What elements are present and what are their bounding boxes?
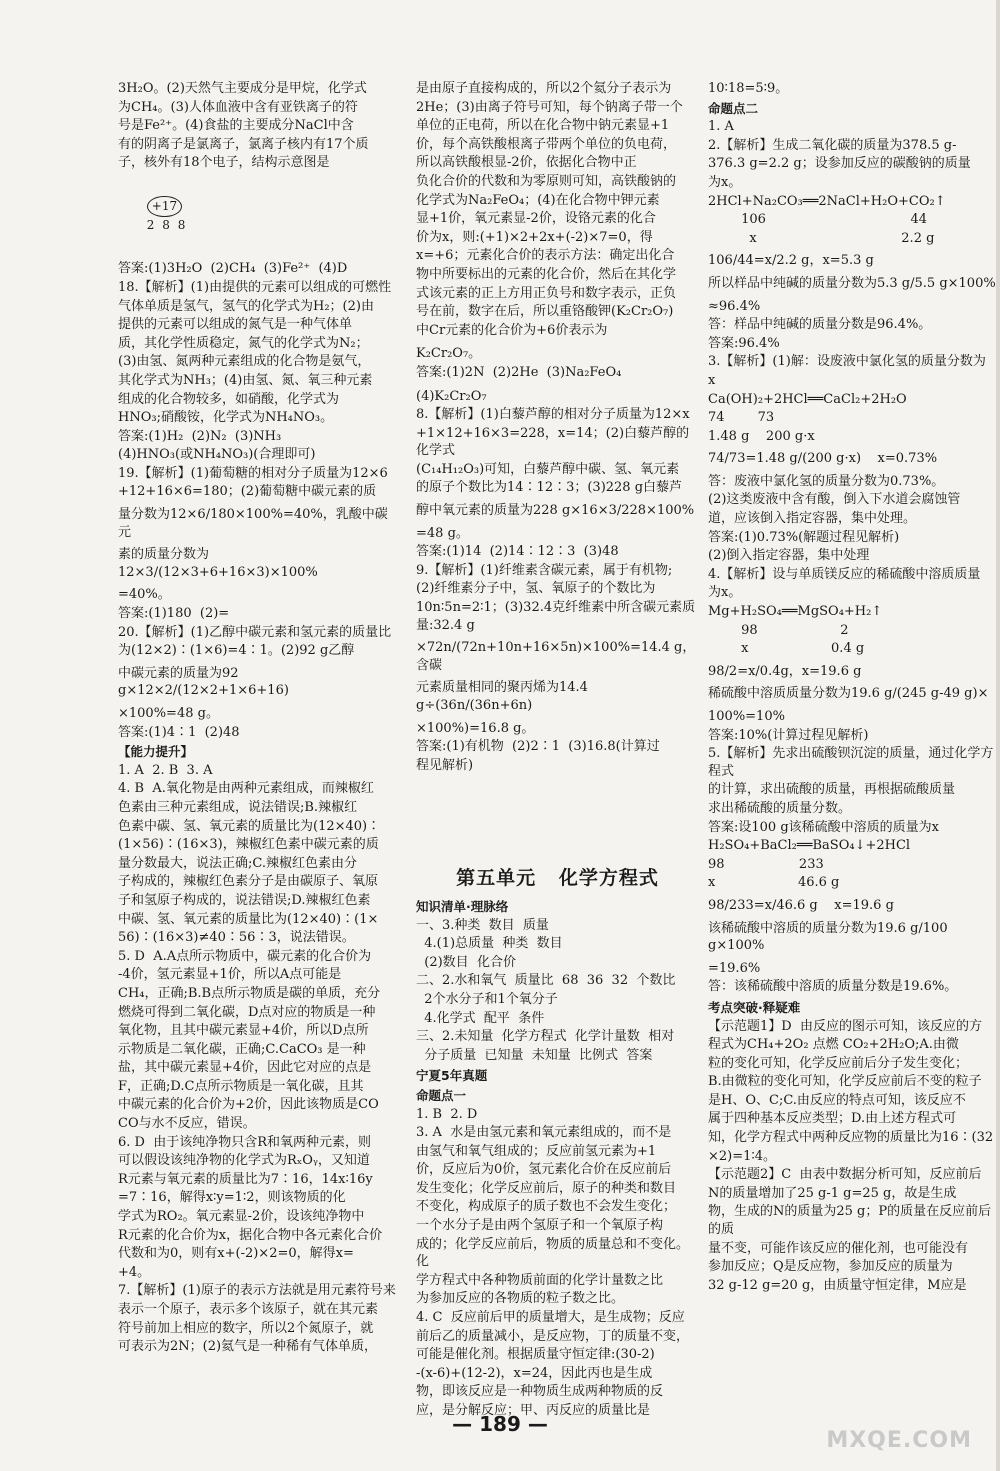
text-line: 负化合价的代数和为零原则可知，高铁酸钠的 bbox=[416, 173, 677, 189]
watermark-logo: MXQE.COM bbox=[826, 1428, 972, 1453]
text-line: (2)这类废液中含有酸，倒入下水道会腐蚀管 bbox=[708, 492, 961, 508]
answer-line: 答案:96.4% bbox=[708, 335, 780, 351]
text-line: 子，核外有18个电子，结构示意图是 bbox=[118, 155, 330, 171]
text-line: 显+1价，氧元素显-2价，设铬元素的化合 bbox=[416, 211, 656, 227]
text-line: =19.6% bbox=[708, 960, 761, 976]
text-line: 物，即该反应是一种物质生成两种物质的反 bbox=[416, 1384, 664, 1400]
text-line: 106/44=x/2.2 g，x=5.3 g bbox=[708, 253, 874, 269]
text-line: -4价，氢元素显+1价，所以A点可能是 bbox=[118, 967, 342, 983]
text-line: CH₄，正确;B.B点所示物质是碳的单质，充分 bbox=[118, 985, 381, 1001]
text-line: 7.【解析】(1)原子的表示方法就是用元素符号来 bbox=[118, 1283, 396, 1299]
text-line: 4. C 反应前后甲的质量增大，是生成物；反应 bbox=[416, 1310, 685, 1326]
text-line: 32 g-12 g=20 g，由质量守恒定律，M应是 bbox=[708, 1277, 967, 1293]
text-line: 是由原子直接构成的，所以2个氦分子表示为 bbox=[416, 81, 672, 96]
text-line: 18.【解析】(1)由提供的元素可以组成的可燃性 bbox=[118, 279, 392, 295]
text-line: 三、2.未知量 化学方程式 化学计量数 相对 bbox=[416, 1029, 675, 1045]
text-line: 10∶18=5∶9。 bbox=[708, 81, 789, 96]
text-line: 中碳元素的质量为92 g×12×2/(12×2+1×6+16) bbox=[118, 665, 289, 699]
middle-column bbox=[416, 80, 699, 1421]
text-line: =7∶16，解得x∶y=1∶2，则该物质的化 bbox=[118, 1190, 346, 1206]
text-line: 分子质量 已知量 未知量 比例式 答案 bbox=[416, 1047, 653, 1063]
text-line: 气体单质是氢气，氢气的化学式为H₂；(2)由 bbox=[118, 298, 374, 314]
text-line: R元素与氧元素的质量比为7∶16，14x∶16y bbox=[118, 1171, 373, 1187]
text-line: 应，是分解反应；甲、丙反应的质量比是 bbox=[416, 1403, 651, 1418]
text-line: 3. A 水是由氢元素和氧元素组成的，而不是 bbox=[416, 1125, 672, 1141]
text-line: 不变化，构成原子的质子数也不会发生变化； bbox=[416, 1199, 677, 1215]
unit-title: 第五单元 化学方程式 bbox=[456, 867, 659, 890]
text-line: 参加反应；Q是反应物，参加反应的质量为 bbox=[708, 1259, 953, 1275]
equation-line: 2HCl+Na₂CO₃══2NaCl+H₂O+CO₂↑ bbox=[708, 193, 946, 209]
text-line: 20.【解析】(1)乙醇中碳元素和氢元素的质量比 bbox=[118, 624, 392, 640]
text-line: HNO₃;硝酸铵，化学式为NH₄NO₃。 bbox=[118, 410, 334, 426]
answer-line: 答案:(1)3H₂O (2)CH₄ (3)Fe²⁺ (4)D bbox=[118, 261, 348, 277]
answer-line: (4)HNO₃(或NH₄NO₃)(合理即可) bbox=[118, 447, 316, 463]
text-line: 化学式为Na₂FeO₄；(4)在化合物中钾元素 bbox=[416, 192, 660, 208]
equation-line: x 0.4 g bbox=[708, 641, 865, 657]
section-heading: 考点突破·释疑难 bbox=[708, 999, 801, 1015]
text-line: 8.【解析】(1)白藜芦醇的相对分子质量为12×x bbox=[416, 407, 690, 423]
text-line: x bbox=[708, 372, 716, 388]
text-line: 3.【解析】(1)解：设废液中氯化氢的质量分数为 bbox=[708, 354, 986, 370]
text-line: 中碳元素的化合价为+2价，因此该物质是CO bbox=[118, 1097, 379, 1113]
text-line: -(x-6)+(12-2)，x=24，因此丙也是生成 bbox=[416, 1365, 653, 1381]
text-line: 中碳、氢、氧元素的质量比为(12×40)∶(1× bbox=[118, 911, 379, 927]
text-line: 2He；(3)由离子符号可知，每个钠离子带一个 bbox=[416, 99, 683, 115]
text-line: 56)∶(16×3)≠40∶56∶3，说法错误。 bbox=[118, 930, 355, 946]
text-line: 学方程式中各种物质前面的化学计量数之比 bbox=[416, 1272, 664, 1288]
answer-line: 答案:(1)4∶1 (2)48 bbox=[118, 724, 240, 740]
text-line: 质，其化学性质稳定，氮气的化学式为N₂； bbox=[118, 335, 369, 351]
text-line: (C₁₄H₁₂O₃)可知，白藜芦醇中碳、氢、氧元素 bbox=[416, 461, 680, 477]
text-line: 前后乙的质量减小，是反应物，丁的质量不变， bbox=[416, 1328, 690, 1344]
text-line: 色素中碳、氢、氧元素的质量比为(12×40)∶ bbox=[118, 818, 381, 834]
answer-line: 答案:设100 g该稀硫酸中溶质的质量为x bbox=[708, 819, 939, 835]
subsection-heading: 命题点二 bbox=[708, 100, 759, 116]
text-line: 6. D 由于该纯净物只含R和氧两种元素，则 bbox=[118, 1134, 372, 1150]
text-line: CO与水不反应，错误。 bbox=[118, 1116, 256, 1132]
text-line: (2)数目 化合价 bbox=[416, 954, 516, 970]
answer-line: 1. B 2. D bbox=[416, 1106, 478, 1122]
page-number: — 189 — bbox=[452, 1412, 548, 1436]
text-line: 4.【解析】设与单质镁反应的稀硫酸中溶质质量 bbox=[708, 566, 981, 582]
text-line: =48 g。 bbox=[416, 525, 469, 541]
text-line: +12+16×6=180；(2)葡萄糖中碳元素的质 bbox=[118, 484, 377, 500]
text-line: 氧化物，且其中碳元素显+4价，所以D点所 bbox=[118, 1023, 369, 1039]
text-line: 5. D A.A点所示物质中，碳元素的化合价为 bbox=[118, 948, 372, 964]
text-line: 所以高铁酸根显-2价，依据化合物中正 bbox=[416, 155, 637, 171]
text-line: 4.(1)总质量 种类 数目 bbox=[416, 936, 563, 952]
text-line: 2个水分子和1个氧分子 bbox=[416, 991, 558, 1007]
text-line: 所以样品中纯碱的质量分数为5.3 g/5.5 g×100% bbox=[708, 275, 996, 291]
text-line: 程式为CH₄+2O₂ 点燃 CO₂+2H₂O;A.由微 bbox=[708, 1037, 959, 1053]
text-line: (2)纤维素分子中，氢、氧原子的个数比为 bbox=[416, 581, 656, 597]
text-line: 粒的变化可知，化学反应前后分子发生变化； bbox=[708, 1055, 969, 1071]
text-line: 子构成的，辣椒红色素分子是由碳原子、氧原 bbox=[118, 874, 379, 890]
answer-line: (4)K₂Cr₂O₇ bbox=[416, 388, 487, 404]
page-edge-divider bbox=[996, 0, 1000, 1471]
subsection-heading: 命题点一 bbox=[416, 1087, 467, 1103]
text-line: F，正确;D.C点所示物质是一氧化碳，且其 bbox=[118, 1078, 364, 1094]
text-line: 二、2.水和氧气 质量比 68 36 32 个数比 bbox=[416, 973, 676, 989]
text-line: +4。 bbox=[118, 1264, 151, 1280]
text-line: 为(12×2)∶(1×6)=4∶1。(2)92 g乙醇 bbox=[118, 643, 355, 659]
text-line: 的计算，求出硫酸的质量，再根据硫酸质量 bbox=[708, 782, 956, 798]
equation-line: Mg+H₂SO₄══MgSO₄+H₂↑ bbox=[708, 604, 883, 620]
text-line: 成的；化学反应前后，物质的质量总和不变化。化 bbox=[416, 1236, 690, 1270]
text-line: ×100%=48 g。 bbox=[118, 706, 219, 721]
equation-line: 106 44 bbox=[708, 212, 928, 228]
text-line: 9.【解析】(1)纤维素含碳元素，属于有机物; bbox=[416, 562, 673, 578]
text-line: 98/233=x/46.6 g x=19.6 g bbox=[708, 897, 894, 913]
text-line: 子和氢原子构成的，说法错误;D.辣椒红色素 bbox=[118, 892, 371, 908]
answer-line: 1. A bbox=[708, 119, 734, 135]
text-line: 素的质量分数为12×3/(12×3+6+16×3)×100% bbox=[118, 547, 318, 580]
text-line: 【示范题2】C 由表中数据分析可知，反应前后 bbox=[708, 1167, 982, 1183]
text-line: 4. B A.氧化物是由两种元素组成，而辣椒红 bbox=[118, 781, 374, 797]
text-line: 74/73=1.48 g/(200 g·x) x=0.73% bbox=[708, 451, 938, 467]
answer-line: 答案:(1)有机物 (2)2∶1 (3)16.8(计算过 bbox=[416, 739, 660, 755]
text-line: 号在前，数字在后，所以重铬酸钾(K₂Cr₂O₇) bbox=[416, 304, 674, 320]
text-line: 为CH₄。(3)人体血液中含有亚铁离子的符 bbox=[118, 99, 358, 115]
text-line: 物，生成的N的质量为25 g；P的质量在反应前后的质 bbox=[708, 1204, 992, 1238]
text-line: 量分数为12×6/180×100%=40%，乳酸中碳元 bbox=[118, 507, 388, 540]
left-column bbox=[118, 80, 400, 1357]
text-line: ≈96.4% bbox=[708, 298, 761, 314]
text-line: 组成的化合物较多，如硝酸，化学式为 bbox=[118, 391, 340, 407]
section-heading: 宁夏5年真题 bbox=[416, 1068, 488, 1084]
answer-line: 答案:(1)0.73%(解题过程见解析) bbox=[708, 529, 900, 545]
text-line: 学式为RO₂。氧元素显-2价，设该纯净物中 bbox=[118, 1209, 365, 1225]
answer-line: 答案:(1)180 (2)= bbox=[118, 606, 230, 622]
text-line: 答：样品中纯碱的质量分数是96.4%。 bbox=[708, 317, 932, 333]
right-column bbox=[708, 80, 996, 1295]
equation-line: 98 2 bbox=[708, 622, 849, 638]
text-line: 由氢气和氧气组成的；反应前氢元素为+1 bbox=[416, 1143, 657, 1159]
text-line: 5.【解析】先求出硫酸钡沉淀的质量，通过化学方程式 bbox=[708, 746, 994, 779]
text-line: ×2)=1∶4。 bbox=[708, 1148, 777, 1164]
text-line: 中Cr元素的化合价为+6价表示为 bbox=[416, 322, 608, 338]
text-line: R元素的化合价为x，据化合物中各元素化合价 bbox=[118, 1227, 383, 1243]
text-line: B.由微粒的变化可知，化学反应前后不变的粒子 bbox=[708, 1074, 982, 1090]
text-line: ×100%)=16.8 g。 bbox=[416, 720, 535, 736]
text-line: 答：废液中氯化氢的质量分数为0.73%。 bbox=[708, 473, 945, 489]
text-line: 一、3.种类 数目 质量 bbox=[416, 917, 549, 933]
text-line: 价为x，则:(+1)×2+2x+(-2)×7=0，得 bbox=[416, 229, 653, 245]
text-line: K₂Cr₂O₇。 bbox=[416, 346, 482, 362]
equation-line: 74 73 bbox=[708, 410, 775, 426]
text-line: x=+6；元素化合价的表示方法：确定出化合 bbox=[416, 248, 675, 264]
answer-line: 1. A 2. B 3. A bbox=[118, 762, 213, 778]
text-line: 价，反应后为0价，氢元素化合价在反应前后 bbox=[416, 1162, 672, 1178]
text-line: 燃烧可得到二氧化碳，D点对应的物质是一种 bbox=[118, 1004, 376, 1020]
section-heading: 知识清单·理脉络 bbox=[416, 898, 509, 914]
text-line: (1×56)∶(16×3)，辣椒红色素中碳元素的质 bbox=[118, 837, 379, 853]
text-line: 19.【解析】(1)葡萄糖的相对分子质量为12×6 bbox=[118, 465, 388, 481]
text-line: 元素质量相同的聚丙烯为14.4 g÷(36n/(36n+6n) bbox=[416, 680, 593, 713]
text-line: 量分数最大，说法正确;C.辣椒红色素由分 bbox=[118, 855, 357, 871]
text-line: 物中所要标出的元素的化合价，然后在其化学 bbox=[416, 266, 677, 282]
text-line: 该稀硫酸中溶质的质量分数为19.6 g/100 g×100% bbox=[708, 920, 952, 954]
text-line: 代数和为0，则有x+(-2)×2=0，解得x= bbox=[118, 1246, 354, 1262]
text-line: 知，化学方程式中两种反应物的质量比为16∶(32 bbox=[708, 1130, 994, 1146]
answer-line: (2)倒入指定容器，集中处理 bbox=[708, 548, 870, 564]
equation-line: Ca(OH)₂+2HCl══CaCl₂+2H₂O bbox=[708, 391, 907, 407]
text-line: 【示范题1】D 由反应的图示可知，该反应的方 bbox=[708, 1018, 982, 1034]
answer-line: 答案:(1)14 (2)14∶12∶3 (3)48 bbox=[416, 544, 619, 560]
text-line: 醇中氧元素的质量为228 g×16×3/228×100% bbox=[416, 503, 695, 519]
text-line: 为x。 bbox=[708, 585, 742, 601]
text-line: 为参加反应的各物质的粒子数之比。 bbox=[416, 1291, 625, 1307]
text-line: 2.【解析】生成二氧化碳的质量为378.5 g- bbox=[708, 137, 957, 153]
text-line: 4.化学式 配平 条件 bbox=[416, 1010, 545, 1026]
text-line: 盐，其中碳元素显+4价，因此它对应的点是 bbox=[118, 1060, 372, 1076]
text-line: 10n∶5n=2∶1；(3)32.4克纤维素中所含碳元素质量:32.4 g bbox=[416, 600, 696, 633]
text-line: 提供的元素可以组成的氮气是一种气体单 bbox=[118, 317, 353, 333]
text-line: 求出稀硫酸的质量分数。 bbox=[708, 800, 852, 816]
text-line: 一个水分子是由两个氢原子和一个氧原子构 bbox=[416, 1218, 664, 1234]
text-line: 式该元素的正上方用正负号和数字表示，正负 bbox=[416, 285, 677, 301]
text-line: 可表示为2N；(2)氦气是一种稀有气体单质， bbox=[118, 1339, 378, 1355]
answer-line: 答案:(1)H₂ (2)N₂ (3)NH₃ bbox=[118, 428, 282, 444]
text-line: 是H、O、C;C.由反应的特点可知，该反应不 bbox=[708, 1092, 966, 1108]
equation-line: H₂SO₄+BaCl₂══BaSO₄↓+2HCl bbox=[708, 838, 911, 854]
text-line: 量不变，可能作该反应的催化剂，也可能没有 bbox=[708, 1240, 969, 1256]
text-line: 价，每个高铁酸根离子带两个单位的负电荷， bbox=[416, 136, 677, 152]
text-line: 3H₂O。(2)天然气主要成分是甲烷，化学式 bbox=[118, 81, 367, 96]
atom-structure-diagram bbox=[122, 178, 400, 252]
text-line: 98/2=x/0.4g，x=19.6 g bbox=[708, 663, 862, 679]
answer-line: 程见解析) bbox=[416, 757, 474, 773]
text-line: 表示一个原子，表示多个该原子，就在其元素 bbox=[118, 1302, 379, 1317]
equation-line: x 2.2 g bbox=[708, 230, 935, 246]
equation-line: 1.48 g 200 g·x bbox=[708, 428, 815, 444]
equation-line: 98 233 bbox=[708, 856, 824, 872]
text-line: 为x。 bbox=[708, 174, 742, 190]
answer-line: 答案:10%(计算过程见解析) bbox=[708, 727, 869, 743]
text-line: 符号前加上相应的数字，所以2个氮原子，就 bbox=[118, 1320, 374, 1336]
text-line: ×72n/(72n+10n+16×5n)×100%=14.4 g，含碳 bbox=[416, 640, 696, 673]
text-line: 稀硫酸中溶质质量分数为19.6 g/(245 g-49 g)× bbox=[708, 686, 989, 702]
text-line: 其化学式为NH₃；(4)由氢、氮、氧三种元素 bbox=[118, 372, 373, 388]
text-line: =40%。 bbox=[118, 587, 171, 603]
text-line: 可以假设该纯净物的化学式为RₓOᵧ，又知道 bbox=[118, 1153, 370, 1169]
text-line: +1×12+16×3=228，x=14；(2)白藜芦醇的化学式 bbox=[416, 425, 690, 459]
equation-line: x 46.6 g bbox=[708, 875, 840, 891]
electron-shells: 2 8 8 bbox=[146, 218, 188, 233]
text-line: 的原子个数比为14∶12∶3；(3)228 g白藜芦 bbox=[416, 480, 683, 496]
text-line: 示物质是二氧化碳，正确;C.CaCO₃ 是一种 bbox=[118, 1041, 366, 1057]
text-line: 道，应该倒入指定容器，集中处理。 bbox=[708, 511, 917, 527]
text-line: 发生变化；化学反应前后，原子的种类和数目 bbox=[416, 1180, 677, 1196]
nucleus-icon: +17 bbox=[147, 196, 182, 218]
answer-line: 答案:(1)2N (2)2He (3)Na₂FeO₄ bbox=[416, 364, 622, 380]
text-line: (3)由氢、氮两种元素组成的化合物是氨气， bbox=[118, 354, 371, 370]
text-line: 100%=10% bbox=[708, 709, 785, 724]
text-line: 答：该稀硫酸中溶质的质量分数是19.6%。 bbox=[708, 979, 958, 995]
text-line: 属于四种基本反应类型；D.由上述方程式可 bbox=[708, 1111, 957, 1127]
text-line: 376.3 g=2.2 g；设参加反应的碳酸钠的质量 bbox=[708, 156, 971, 172]
text-line: 单位的正电荷，所以在化合物中钠元素显+1 bbox=[416, 118, 670, 134]
section-heading: 【能力提升】 bbox=[118, 744, 194, 760]
text-line: 色素由三种元素组成，说法错误;B.辣椒红 bbox=[118, 799, 358, 815]
text-line: 有的阴离子是氯离子，氯离子核内有17个质 bbox=[118, 136, 369, 152]
text-line: 可能是催化剂。根据质量守恒定律:(30-2) bbox=[416, 1347, 655, 1363]
text-line: 号是Fe²⁺。(4)食盐的主要成分NaCl中含 bbox=[118, 118, 354, 134]
text-line: N的质量增加了25 g-1 g=25 g，故是生成 bbox=[708, 1185, 957, 1201]
